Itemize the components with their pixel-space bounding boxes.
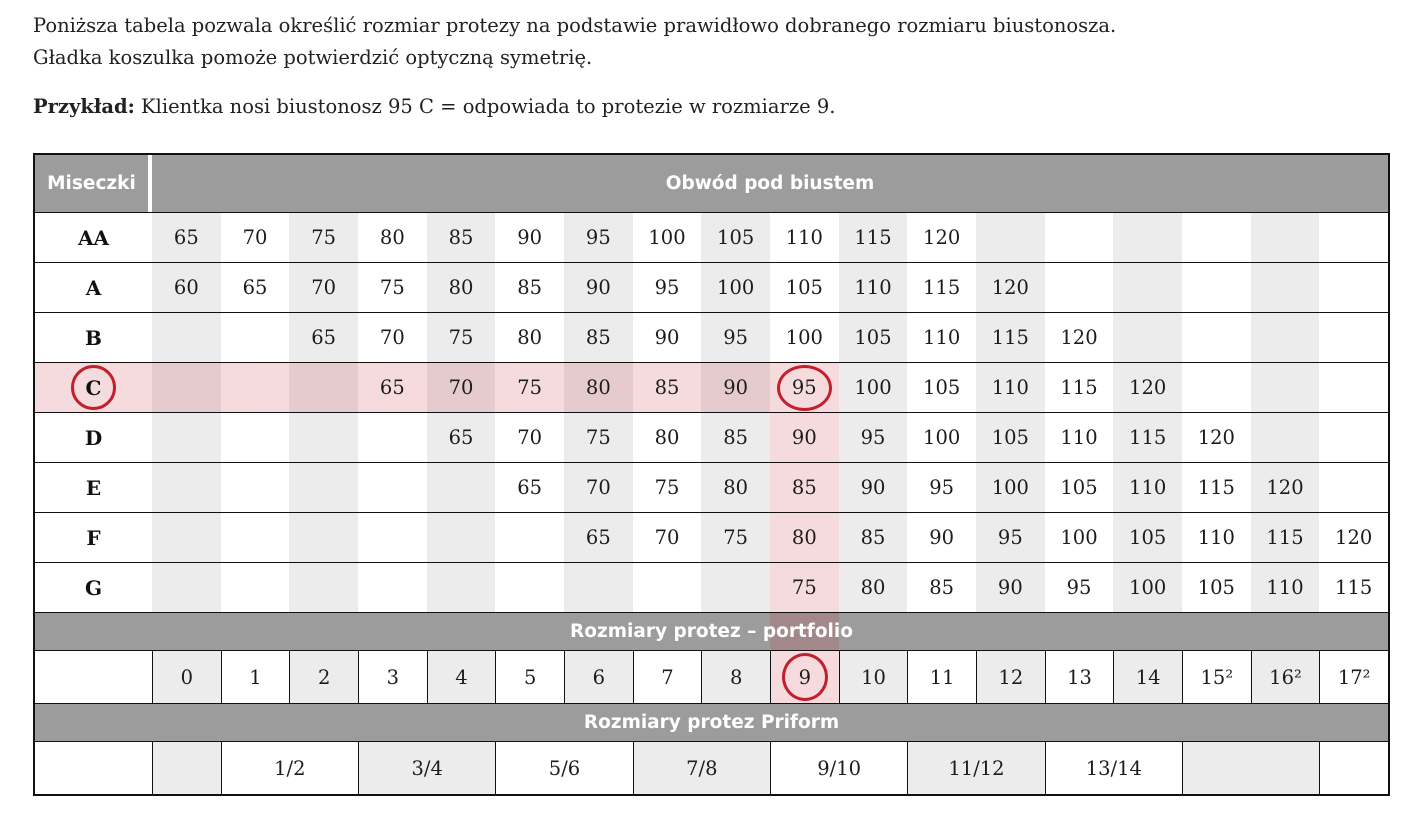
intro-paragraph [33, 10, 1390, 74]
underbust-cell: 105 [1060, 476, 1098, 499]
underbust-cell [1045, 263, 1114, 312]
underbust-cell: 95 [701, 313, 770, 362]
underbust-cell: 110 [1060, 426, 1098, 449]
underbust-cell [495, 563, 564, 612]
underbust-cell: 80 [517, 326, 543, 349]
portfolio-size-cell: 2 [289, 651, 358, 703]
underbust-cell [289, 563, 358, 612]
example-paragraph [33, 91, 1390, 123]
underbust-cell: 110 [1197, 526, 1235, 549]
underbust-cell: 120 [1197, 426, 1235, 449]
underbust-cell: 115 [1060, 376, 1098, 399]
underbust-cell [358, 413, 427, 462]
underbust-cell: 95 [1066, 576, 1092, 599]
cup-label-G: G [84, 575, 103, 600]
corner-header-cell [35, 155, 152, 212]
underbust-cell [358, 563, 427, 612]
portfolio-size-cell: 8 [701, 651, 770, 703]
underbust-cell: 75 [427, 313, 496, 362]
underbust-cell: 80 [427, 263, 496, 312]
underbust-cell [1182, 313, 1251, 362]
underbust-cell [770, 363, 839, 412]
underbust-cell: 115 [923, 276, 961, 299]
underbust-cell: 100 [839, 363, 908, 412]
underbust-cell: 75 [654, 476, 680, 499]
underbust-cell: 90 [654, 326, 680, 349]
portfolio-size-cell: 3 [358, 651, 427, 703]
underbust-cell [152, 513, 221, 562]
underbust-cell: 115 [839, 213, 908, 262]
underbust-cell: 70 [242, 226, 268, 249]
portfolio-size-cell: 0 [152, 651, 221, 703]
underbust-header-label: Obwód pod biustem [665, 173, 875, 194]
portfolio-size-cell: 4 [427, 651, 496, 703]
circle-underbust-icon: 95 [777, 365, 832, 411]
underbust-cell [358, 513, 427, 562]
underbust-cell: 110 [976, 363, 1045, 412]
underbust-cell [1319, 263, 1388, 312]
underbust-cell: 60 [152, 263, 221, 312]
underbust-cell: 75 [564, 413, 633, 462]
portfolio-band-label: Rozmiary protez – portfolio [570, 621, 853, 642]
portfolio-size-cell: 14 [1113, 651, 1182, 703]
underbust-cell: 100 [976, 463, 1045, 512]
underbust-cell [1251, 363, 1320, 412]
cup-row-E [35, 462, 1388, 512]
cup-label-AA: AA [77, 225, 110, 250]
underbust-cell: 105 [923, 376, 961, 399]
underbust-cell [427, 463, 496, 512]
portfolio-size-cell: 1 [221, 651, 290, 703]
underbust-cell: 105 [976, 413, 1045, 462]
underbust-cell [152, 563, 221, 612]
cup-label-B: B [85, 325, 102, 350]
priform-band [35, 703, 1388, 741]
priform-corner-cell [35, 742, 152, 794]
portfolio-size-cell: 12 [976, 651, 1045, 703]
underbust-cell: 80 [839, 563, 908, 612]
underbust-cell [1319, 363, 1388, 412]
underbust-cell: 100 [1113, 563, 1182, 612]
underbust-cell [152, 313, 221, 362]
underbust-cell [1251, 213, 1320, 262]
priform-cell: 7/8 [633, 742, 770, 794]
underbust-cell: 90 [517, 226, 543, 249]
underbust-cell: 85 [701, 413, 770, 462]
underbust-cell: 100 [785, 326, 823, 349]
underbust-cell: 65 [358, 363, 427, 412]
portfolio-size-cell: 15² [1182, 651, 1251, 703]
underbust-cell [221, 413, 290, 462]
priform-cell [152, 742, 221, 794]
portfolio-band [35, 612, 1388, 650]
underbust-cell: 120 [976, 263, 1045, 312]
underbust-cell: 85 [929, 576, 955, 599]
underbust-cell [221, 463, 290, 512]
underbust-cell: 115 [1251, 513, 1320, 562]
intro-line-2: Gładka koszulka pomoże potwierdzić optyczną symetrię. [33, 46, 593, 69]
underbust-cell: 75 [495, 363, 564, 412]
underbust-cell: 80 [379, 226, 405, 249]
underbust-cell [427, 563, 496, 612]
portfolio-size-cell: 6 [564, 651, 633, 703]
underbust-cell: 80 [654, 426, 680, 449]
underbust-cell [289, 413, 358, 462]
portfolio-corner-cell [35, 651, 152, 703]
underbust-cell: 85 [564, 313, 633, 362]
underbust-cell: 65 [517, 476, 543, 499]
underbust-cell: 120 [1113, 363, 1182, 412]
underbust-cell: 80 [701, 463, 770, 512]
cup-label-A: A [85, 275, 102, 300]
priform-cell: 13/14 [1045, 742, 1182, 794]
underbust-cell [701, 563, 770, 612]
cup-row-F [35, 512, 1388, 562]
underbust-cell [1319, 413, 1388, 462]
underbust-cell: 120 [1251, 463, 1320, 512]
circle-cup-icon: C [71, 365, 116, 410]
underbust-cell [152, 413, 221, 462]
underbust-cell: 90 [929, 526, 955, 549]
underbust-cell: 70 [517, 426, 543, 449]
underbust-cell: 65 [564, 513, 633, 562]
priform-cell [1319, 742, 1388, 794]
example-text: Klientka nosi biustonosz 95 C = odpowiada to protezie w rozmiarze 9. [141, 95, 836, 118]
priform-cell: 9/10 [770, 742, 907, 794]
underbust-cell: 85 [633, 363, 702, 412]
priform-cell: 3/4 [358, 742, 495, 794]
cup-row-G [35, 562, 1388, 612]
priform-cell [1182, 742, 1319, 794]
underbust-cell: 85 [839, 513, 908, 562]
underbust-cell: 110 [785, 226, 823, 249]
corner-header-label: Miseczki [47, 173, 136, 194]
underbust-cell: 100 [648, 226, 686, 249]
portfolio-size-cell: 13 [1045, 651, 1114, 703]
cup-label-F: F [86, 525, 101, 550]
underbust-cell: 105 [1113, 513, 1182, 562]
underbust-cell: 65 [242, 276, 268, 299]
underbust-cell [1182, 263, 1251, 312]
portfolio-size-cell: 16² [1251, 651, 1320, 703]
underbust-cell: 115 [976, 313, 1045, 362]
cup-row-C [35, 362, 1388, 412]
underbust-cell: 70 [289, 263, 358, 312]
underbust-cell: 90 [564, 263, 633, 312]
underbust-cell [1182, 363, 1251, 412]
portfolio-sizes-row [35, 650, 1388, 703]
underbust-cell [1319, 313, 1388, 362]
portfolio-size-cell [770, 651, 839, 703]
underbust-cell [633, 563, 702, 612]
underbust-cell: 95 [564, 213, 633, 262]
portfolio-size-cell: 11 [907, 651, 976, 703]
underbust-cell: 110 [923, 326, 961, 349]
underbust-cell: 105 [785, 276, 823, 299]
underbust-header-cell [152, 155, 1388, 212]
table-header-row [35, 155, 1388, 212]
underbust-cell [152, 463, 221, 512]
cup-label-C [35, 363, 152, 412]
underbust-cell: 75 [289, 213, 358, 262]
underbust-cell: 120 [923, 226, 961, 249]
underbust-cell [564, 563, 633, 612]
priform-sizes-row [35, 741, 1388, 794]
underbust-cell: 80 [770, 513, 839, 562]
underbust-cell: 115 [1335, 576, 1373, 599]
underbust-cell: 90 [701, 363, 770, 412]
underbust-cell: 105 [839, 313, 908, 362]
underbust-cell: 95 [976, 513, 1045, 562]
underbust-cell: 70 [379, 326, 405, 349]
underbust-cell: 70 [654, 526, 680, 549]
portfolio-size-cell: 10 [839, 651, 908, 703]
cup-row-AA [35, 212, 1388, 262]
priform-cell: 1/2 [221, 742, 358, 794]
underbust-cell: 80 [564, 363, 633, 412]
underbust-cell: 75 [770, 563, 839, 612]
underbust-cell: 110 [1113, 463, 1182, 512]
portfolio-size-cell: 7 [633, 651, 702, 703]
underbust-cell: 100 [923, 426, 961, 449]
underbust-cell [1251, 413, 1320, 462]
underbust-cell: 75 [701, 513, 770, 562]
cup-label-E: E [85, 475, 102, 500]
underbust-cell: 110 [839, 263, 908, 312]
cup-row-A [35, 262, 1388, 312]
underbust-cell [221, 363, 290, 412]
underbust-cell: 85 [427, 213, 496, 262]
underbust-cell [1113, 213, 1182, 262]
underbust-cell: 70 [427, 363, 496, 412]
underbust-cell: 90 [976, 563, 1045, 612]
underbust-cell [289, 513, 358, 562]
underbust-cell: 115 [1113, 413, 1182, 462]
underbust-cell [221, 313, 290, 362]
underbust-cell [1251, 263, 1320, 312]
underbust-cell: 105 [701, 213, 770, 262]
underbust-cell: 115 [1197, 476, 1235, 499]
underbust-cell [976, 213, 1045, 262]
underbust-cell: 120 [1060, 326, 1098, 349]
intro-line-1: Poniższa tabela pozwala określić rozmiar protezy na podstawie prawidłowo dobranego rozmiaru biustonosza. [33, 14, 1117, 37]
cup-row-B [35, 312, 1388, 362]
underbust-cell: 90 [770, 413, 839, 462]
underbust-cell: 90 [839, 463, 908, 512]
underbust-cell [221, 563, 290, 612]
priform-band-label: Rozmiary protez Priform [583, 712, 840, 733]
underbust-cell: 120 [1335, 526, 1373, 549]
priform-cell: 11/12 [907, 742, 1044, 794]
underbust-cell: 75 [379, 276, 405, 299]
underbust-cell: 95 [654, 276, 680, 299]
underbust-cell: 65 [289, 313, 358, 362]
underbust-cell: 65 [152, 213, 221, 262]
underbust-cell [1113, 313, 1182, 362]
underbust-cell: 95 [839, 413, 908, 462]
portfolio-size-cell: 5 [495, 651, 564, 703]
underbust-cell [221, 513, 290, 562]
cup-row-D [35, 412, 1388, 462]
portfolio-size-cell: 17² [1319, 651, 1388, 703]
underbust-cell [358, 463, 427, 512]
underbust-cell: 65 [427, 413, 496, 462]
underbust-cell [495, 513, 564, 562]
underbust-cell [1182, 213, 1251, 262]
underbust-cell [427, 513, 496, 562]
underbust-cell [1319, 463, 1388, 512]
priform-cell: 5/6 [495, 742, 632, 794]
cup-label-D: D [84, 425, 103, 450]
underbust-cell [289, 463, 358, 512]
underbust-cell: 105 [1197, 576, 1235, 599]
underbust-cell: 100 [1060, 526, 1098, 549]
underbust-cell: 85 [517, 276, 543, 299]
underbust-cell: 110 [1251, 563, 1320, 612]
underbust-cell [289, 363, 358, 412]
underbust-cell: 70 [564, 463, 633, 512]
underbust-cell: 95 [929, 476, 955, 499]
underbust-cell [1045, 213, 1114, 262]
underbust-cell: 100 [701, 263, 770, 312]
underbust-cell [1319, 213, 1388, 262]
underbust-cell [152, 363, 221, 412]
underbust-cell [1113, 263, 1182, 312]
example-label: Przykład: [33, 95, 135, 118]
underbust-cell [1251, 313, 1320, 362]
underbust-cell: 85 [770, 463, 839, 512]
size-table [33, 153, 1390, 796]
circle-size-icon: 9 [782, 653, 828, 701]
